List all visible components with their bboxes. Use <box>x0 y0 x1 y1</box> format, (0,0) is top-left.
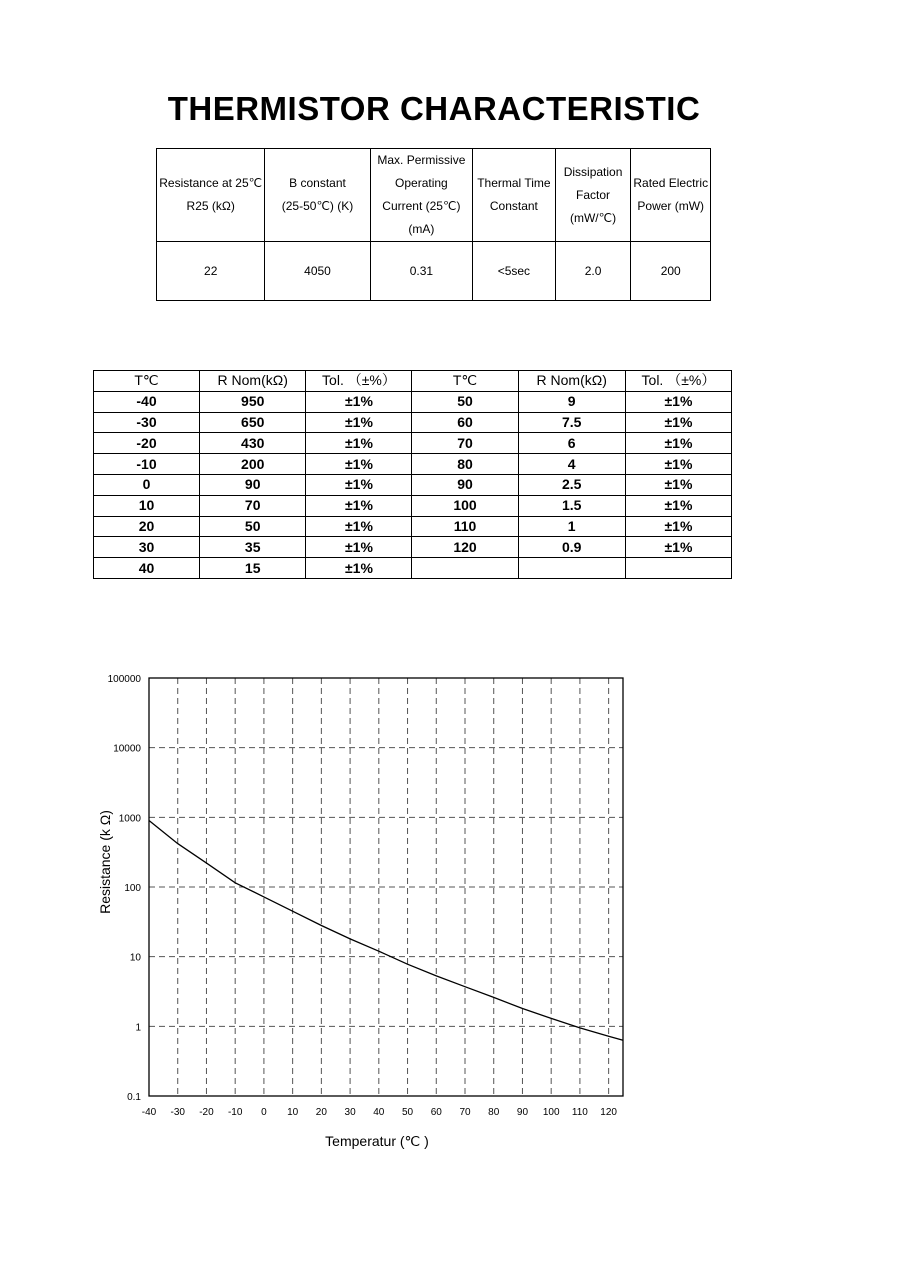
rt-table-cell: 35 <box>200 537 306 558</box>
rt-table-cell: ±1% <box>306 516 412 537</box>
spec-header-cell <box>631 149 711 242</box>
rt-table-cell: ±1% <box>306 558 412 579</box>
spec-value-cell: 0.31 <box>370 242 472 301</box>
rt-table-cell: 650 <box>200 412 306 433</box>
rt-header-cell: Tol. （±%） <box>625 371 731 392</box>
spec-header-row <box>157 149 711 242</box>
rt-table-cell: ±1% <box>306 433 412 454</box>
resistance-temperature-table <box>93 370 732 579</box>
rt-table-row <box>94 391 732 412</box>
rt-table-row <box>94 516 732 537</box>
rt-table-cell: -10 <box>94 454 200 475</box>
spec-header-line: Constant <box>489 199 538 213</box>
resistance-temperature-chart <box>88 665 648 1165</box>
x-tick-label: -40 <box>141 1107 157 1118</box>
rt-table-cell: 430 <box>200 433 306 454</box>
rt-table-cell: 110 <box>412 516 518 537</box>
rt-table-row <box>94 474 732 495</box>
spec-value-cell: <5sec <box>473 242 556 301</box>
spec-header-line: R25 (kΩ) <box>186 199 235 213</box>
rt-table-cell: ±1% <box>306 454 412 475</box>
rt-table-cell <box>518 558 625 579</box>
spec-value-row <box>157 242 711 301</box>
rt-table-cell: 50 <box>412 391 518 412</box>
rt-table-row <box>94 558 732 579</box>
x-tick-label: 30 <box>344 1107 356 1118</box>
x-tick-label: 20 <box>315 1107 327 1118</box>
y-tick-label: 100000 <box>107 674 141 685</box>
x-tick-label: 10 <box>287 1107 299 1118</box>
y-axis-label: Resistance (k Ω) <box>97 810 113 914</box>
rt-table-cell: 950 <box>200 391 306 412</box>
rt-table-cell: ±1% <box>625 412 731 433</box>
spec-header-line: Dissipation <box>563 164 623 179</box>
rt-table-cell: ±1% <box>625 391 731 412</box>
rt-table-cell: -20 <box>94 433 200 454</box>
x-tick-label: 60 <box>430 1107 442 1118</box>
rt-table-cell: 100 <box>412 495 518 516</box>
rt-header-cell: T℃ <box>412 371 518 392</box>
spec-header-line: Max. Permissive <box>377 153 466 167</box>
rt-table-cell: ±1% <box>625 454 731 475</box>
spec-header-line: (mA) <box>408 222 435 236</box>
rt-table-cell: 15 <box>200 558 306 579</box>
spec-value-cell: 4050 <box>265 242 370 301</box>
rt-table-cell: 80 <box>412 454 518 475</box>
x-tick-label: 100 <box>542 1107 560 1118</box>
spec-header-cell <box>370 149 472 242</box>
rt-table-cell: 200 <box>200 454 306 475</box>
rt-table-cell: ±1% <box>625 433 731 454</box>
rt-table-cell: 10 <box>94 495 200 516</box>
rt-table-row <box>94 412 732 433</box>
rt-table-cell <box>412 558 518 579</box>
x-tick-label: 70 <box>459 1107 471 1118</box>
spec-header-line: (25-50℃) (K) <box>281 199 354 213</box>
spec-header-line: Thermal Time <box>477 176 551 190</box>
rt-table-cell: ±1% <box>306 474 412 495</box>
x-tick-label: 110 <box>571 1107 588 1118</box>
rt-table-cell: 2.5 <box>518 474 625 495</box>
y-tick-label: 100 <box>124 883 141 894</box>
y-tick-label: 1 <box>135 1022 141 1034</box>
rt-table-cell: 4 <box>518 454 625 475</box>
spec-header-cell <box>473 149 556 242</box>
rt-table-cell: 40 <box>94 558 200 579</box>
x-axis-label: Temperatur (℃ ) <box>325 1133 429 1149</box>
y-tick-label: 10000 <box>113 743 141 755</box>
spec-header-cell <box>555 149 631 242</box>
rt-table-cell: 90 <box>200 474 306 495</box>
rt-table-cell: 0 <box>94 474 200 495</box>
x-tick-label: 80 <box>488 1107 500 1118</box>
rt-header-cell: R Nom(kΩ) <box>518 371 625 392</box>
rt-table-cell: 1.5 <box>518 495 625 516</box>
x-tick-label: -20 <box>199 1107 214 1118</box>
rt-table-cell: 50 <box>200 516 306 537</box>
rt-table-cell: 120 <box>412 537 518 558</box>
rt-table-row <box>94 537 732 558</box>
rt-table-cell: 30 <box>94 537 200 558</box>
rt-table-cell: 20 <box>94 516 200 537</box>
spec-header-line: Power (mW) <box>637 199 705 213</box>
spec-header-line: Rated Electric <box>633 176 709 190</box>
x-tick-label: 40 <box>373 1107 385 1118</box>
spec-header-line: B constant <box>289 176 346 190</box>
rt-table-cell: ±1% <box>306 412 412 433</box>
rt-table-body <box>94 391 732 578</box>
page-title: THERMISTOR CHARACTERISTIC <box>167 90 701 127</box>
x-tick-label: -10 <box>227 1107 243 1118</box>
x-tick-label: 90 <box>516 1107 529 1118</box>
specification-table <box>156 148 711 301</box>
rt-table-cell: ±1% <box>306 495 412 516</box>
spec-value-cell: 200 <box>631 242 711 301</box>
rt-table-cell: -40 <box>94 391 200 412</box>
spec-header-line: Resistance at 25℃ <box>159 176 263 190</box>
rt-header-row <box>94 371 732 392</box>
rt-table-cell: 1 <box>518 516 625 537</box>
spec-value-cell: 2.0 <box>555 242 631 301</box>
rt-header-cell: Tol. （±%） <box>306 371 412 392</box>
spec-header-line: Current (25℃) <box>382 199 461 213</box>
spec-header-cell <box>157 149 265 242</box>
rt-table-cell <box>625 558 731 579</box>
rt-table-cell: 60 <box>412 412 518 433</box>
rt-table-cell: ±1% <box>306 537 412 558</box>
resistance-curve <box>149 821 623 1041</box>
rt-table-cell: 7.5 <box>518 412 625 433</box>
y-tick-label: 0.1 <box>127 1092 141 1103</box>
x-tick-label: 0 <box>261 1107 267 1118</box>
spec-header-cell <box>265 149 370 242</box>
rt-table-cell: 9 <box>518 391 625 412</box>
spec-value-cell: 22 <box>157 242 265 301</box>
x-tick-label: 50 <box>401 1107 414 1118</box>
rt-table-cell: 70 <box>200 495 306 516</box>
rt-header-cell: T℃ <box>94 371 200 392</box>
rt-table-cell: 70 <box>412 433 518 454</box>
spec-header-line: (mW/℃) <box>569 210 617 225</box>
rt-table-cell: ±1% <box>306 391 412 412</box>
rt-table-cell: 90 <box>412 474 518 495</box>
rt-table-cell: 6 <box>518 433 625 454</box>
spec-header-line: Factor <box>576 187 611 202</box>
rt-table-cell: ±1% <box>625 516 731 537</box>
x-tick-label: 120 <box>600 1107 617 1118</box>
rt-table-row <box>94 495 732 516</box>
rt-table-cell: ±1% <box>625 474 731 495</box>
rt-table-row <box>94 433 732 454</box>
rt-table-cell: ±1% <box>625 495 731 516</box>
rt-table-cell: -30 <box>94 412 200 433</box>
x-tick-label: -30 <box>170 1107 185 1118</box>
spec-header-line: Operating <box>395 176 448 190</box>
rt-table-cell: 0.9 <box>518 537 625 558</box>
rt-table-row <box>94 454 732 475</box>
rt-table-cell: ±1% <box>625 537 731 558</box>
y-tick-label: 10 <box>129 952 141 964</box>
rt-header-cell: R Nom(kΩ) <box>200 371 306 392</box>
y-tick-label: 1000 <box>118 813 141 825</box>
